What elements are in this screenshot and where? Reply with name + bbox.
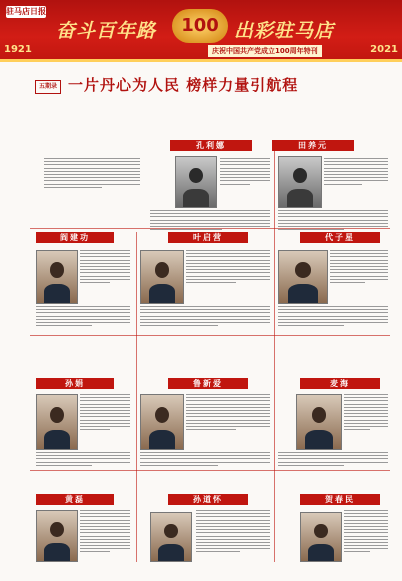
profile-name: 叶启营 <box>168 232 248 243</box>
profile-text <box>278 452 388 468</box>
text-line <box>186 269 270 270</box>
special-issue-subtitle: 庆祝中国共产党成立100周年特刊 <box>208 45 322 57</box>
text-line <box>278 216 388 217</box>
text-line <box>278 210 388 211</box>
slogan-left: 奋斗百年路 <box>56 20 157 42</box>
text-line <box>330 250 388 251</box>
text-line <box>330 256 388 257</box>
text-line <box>344 416 388 417</box>
text-line <box>80 263 130 264</box>
text-line <box>220 158 270 159</box>
text-line <box>330 253 388 254</box>
text-line <box>140 309 270 310</box>
text-line <box>344 407 388 408</box>
text-line <box>36 465 92 466</box>
profile-photo <box>140 394 184 450</box>
text-line <box>186 266 270 267</box>
text-line <box>220 184 250 185</box>
text-line <box>80 529 130 530</box>
text-line <box>150 213 270 214</box>
text-line <box>220 174 270 175</box>
text-line <box>150 226 270 227</box>
profile-photo <box>278 250 328 304</box>
text-line <box>278 455 388 456</box>
text-line <box>186 279 270 280</box>
profile-photo <box>36 394 78 450</box>
text-line <box>344 516 388 517</box>
text-line <box>80 420 130 421</box>
text-line <box>330 260 388 261</box>
text-line <box>36 455 130 456</box>
text-line <box>344 529 388 530</box>
text-line <box>140 316 270 317</box>
profile-text <box>196 510 270 555</box>
text-line <box>44 174 140 175</box>
text-line <box>344 510 388 511</box>
text-line <box>186 272 270 273</box>
profile-photo <box>36 250 78 304</box>
text-line <box>330 263 388 264</box>
profile-text <box>140 452 270 468</box>
headline: 一片丹心为人民 榜样力量引航程 <box>68 76 299 94</box>
text-line <box>186 260 270 261</box>
profile-name: 孔利娜 <box>170 140 252 151</box>
text-line <box>278 462 388 463</box>
text-line <box>344 520 388 521</box>
text-line <box>186 250 270 251</box>
text-line <box>36 306 130 307</box>
text-line <box>330 279 388 280</box>
text-line <box>186 407 270 408</box>
text-line <box>80 282 110 283</box>
profile-name: 孙娟 <box>36 378 114 389</box>
text-line <box>278 309 388 310</box>
text-line <box>324 174 388 175</box>
section-divider <box>30 335 390 336</box>
profile-name: 鲁新爱 <box>168 378 248 389</box>
text-line <box>344 410 388 411</box>
text-line <box>80 276 130 277</box>
text-line <box>140 455 270 456</box>
intro-text <box>44 158 140 190</box>
text-line <box>196 526 270 527</box>
text-line <box>186 404 270 405</box>
text-line <box>36 316 130 317</box>
text-line <box>44 184 140 185</box>
text-line <box>196 551 240 552</box>
section-divider <box>30 228 390 229</box>
text-line <box>80 523 130 524</box>
text-line <box>324 158 388 159</box>
text-line <box>196 516 270 517</box>
profile-text <box>140 306 270 328</box>
text-line <box>186 413 270 414</box>
text-line <box>278 316 388 317</box>
text-line <box>140 319 270 320</box>
text-line <box>80 548 130 549</box>
text-line <box>330 276 388 277</box>
text-line <box>44 164 140 165</box>
text-line <box>80 516 130 517</box>
text-line <box>220 168 270 169</box>
text-line <box>44 177 140 178</box>
text-line <box>344 542 388 543</box>
text-line <box>186 429 236 430</box>
text-line <box>140 306 270 307</box>
text-line <box>80 397 130 398</box>
text-line <box>344 400 388 401</box>
year-end: 2021 <box>370 44 398 55</box>
text-line <box>44 168 140 169</box>
centenary-emblem: 100 <box>172 9 228 43</box>
text-line <box>186 416 270 417</box>
text-line <box>140 465 218 466</box>
text-line <box>186 400 270 401</box>
text-line <box>80 404 130 405</box>
text-line <box>36 458 130 459</box>
text-line <box>344 548 388 549</box>
text-line <box>278 322 388 323</box>
profile-text <box>220 158 270 187</box>
text-line <box>186 420 270 421</box>
text-line <box>80 416 130 417</box>
profile-text <box>344 510 388 555</box>
profile-text <box>36 306 130 328</box>
text-line <box>344 539 388 540</box>
text-line <box>150 229 222 230</box>
text-line <box>186 253 270 254</box>
profile-text <box>324 158 388 187</box>
masthead-banner <box>0 0 402 62</box>
text-line <box>220 180 270 181</box>
profile-text <box>80 394 130 432</box>
text-line <box>140 462 270 463</box>
profile-text <box>278 306 388 328</box>
text-line <box>344 513 388 514</box>
text-line <box>278 312 388 313</box>
text-line <box>220 164 270 165</box>
profile-photo <box>175 156 217 208</box>
text-line <box>186 256 270 257</box>
text-line <box>80 250 130 251</box>
profile-name: 黄磊 <box>36 494 114 505</box>
profile-photo <box>140 250 184 304</box>
text-line <box>324 177 388 178</box>
text-line <box>324 184 362 185</box>
text-line <box>330 282 365 283</box>
text-line <box>80 272 130 273</box>
text-line <box>324 164 388 165</box>
profile-text <box>186 250 270 285</box>
text-line <box>278 306 388 307</box>
text-line <box>196 548 270 549</box>
text-line <box>278 465 344 466</box>
text-line <box>44 187 102 188</box>
text-line <box>196 513 270 514</box>
text-line <box>278 226 388 227</box>
text-line <box>44 180 140 181</box>
text-line <box>186 426 270 427</box>
text-line <box>186 263 270 264</box>
text-line <box>44 161 140 162</box>
text-line <box>36 312 130 313</box>
text-line <box>186 394 270 395</box>
text-line <box>324 161 388 162</box>
text-line <box>186 282 236 283</box>
text-line <box>196 529 270 530</box>
text-line <box>344 426 388 427</box>
text-line <box>80 266 130 267</box>
text-line <box>140 452 270 453</box>
text-line <box>220 161 270 162</box>
text-line <box>80 510 130 511</box>
text-line <box>186 423 270 424</box>
text-line <box>196 520 270 521</box>
text-line <box>80 260 130 261</box>
profile-photo <box>278 156 322 208</box>
text-line <box>80 413 130 414</box>
text-line <box>80 407 130 408</box>
profile-name: 贺春民 <box>300 494 380 505</box>
text-line <box>186 397 270 398</box>
text-line <box>196 545 270 546</box>
text-line <box>330 266 388 267</box>
text-line <box>80 253 130 254</box>
text-line <box>80 279 130 280</box>
text-line <box>80 539 130 540</box>
banner-stripe <box>0 59 402 62</box>
text-line <box>196 532 270 533</box>
text-line <box>278 458 388 459</box>
text-line <box>36 319 130 320</box>
profile-photo <box>296 394 342 450</box>
text-line <box>278 452 388 453</box>
text-line <box>36 325 92 326</box>
column-divider <box>136 232 137 562</box>
text-line <box>344 523 388 524</box>
text-line <box>80 536 130 537</box>
text-line <box>344 397 388 398</box>
column-divider <box>274 140 275 562</box>
profile-text <box>344 394 388 432</box>
text-line <box>186 410 270 411</box>
text-line <box>80 520 130 521</box>
text-line <box>196 523 270 524</box>
text-line <box>80 423 130 424</box>
profile-name: 麦海 <box>300 378 380 389</box>
profile-photo <box>36 510 78 562</box>
text-line <box>36 452 130 453</box>
text-line <box>278 229 344 230</box>
text-line <box>344 429 370 430</box>
profile-text <box>36 452 130 468</box>
text-line <box>344 404 388 405</box>
text-line <box>44 171 140 172</box>
text-line <box>80 410 130 411</box>
text-line <box>196 536 270 537</box>
profile-name: 田养元 <box>272 140 354 151</box>
text-line <box>140 325 218 326</box>
text-line <box>150 210 270 211</box>
text-line <box>80 429 110 430</box>
text-line <box>344 545 388 546</box>
text-line <box>196 510 270 511</box>
text-line <box>80 551 110 552</box>
profile-name: 代子星 <box>300 232 380 243</box>
text-line <box>80 526 130 527</box>
profile-text <box>80 250 130 285</box>
text-line <box>80 532 130 533</box>
text-line <box>140 458 270 459</box>
profile-name: 阎建功 <box>36 232 114 243</box>
profile-text <box>330 250 388 285</box>
text-line <box>150 223 270 224</box>
paper-name: 驻马店日报 <box>6 7 46 16</box>
text-line <box>36 309 130 310</box>
text-line <box>80 542 130 543</box>
text-line <box>220 171 270 172</box>
text-line <box>196 539 270 540</box>
section-divider <box>30 470 390 471</box>
text-line <box>220 177 270 178</box>
text-line <box>344 413 388 414</box>
text-line <box>80 269 130 270</box>
section-tag: 五期录 <box>35 80 61 94</box>
text-line <box>44 158 140 159</box>
text-line <box>344 536 388 537</box>
text-line <box>140 312 270 313</box>
text-line <box>344 532 388 533</box>
text-line <box>36 322 130 323</box>
text-line <box>186 276 270 277</box>
text-line <box>324 171 388 172</box>
profile-text <box>80 510 130 555</box>
text-line <box>278 325 344 326</box>
text-line <box>278 319 388 320</box>
text-line <box>278 213 388 214</box>
text-line <box>344 394 388 395</box>
profile-text <box>186 394 270 432</box>
text-line <box>196 542 270 543</box>
text-line <box>150 216 270 217</box>
text-line <box>324 168 388 169</box>
text-line <box>80 394 130 395</box>
text-line <box>150 220 270 221</box>
text-line <box>36 462 130 463</box>
text-line <box>80 545 130 546</box>
profile-name: 孙道怀 <box>168 494 248 505</box>
text-line <box>324 180 388 181</box>
text-line <box>80 513 130 514</box>
text-line <box>330 269 388 270</box>
profile-photo <box>150 512 192 562</box>
text-line <box>278 223 388 224</box>
year-start: 1921 <box>4 44 32 55</box>
text-line <box>344 423 388 424</box>
text-line <box>344 526 388 527</box>
text-line <box>330 272 388 273</box>
profile-photo <box>300 512 342 562</box>
text-line <box>344 420 388 421</box>
text-line <box>80 400 130 401</box>
text-line <box>344 551 370 552</box>
text-line <box>140 322 270 323</box>
text-line <box>80 256 130 257</box>
slogan-right: 出彩驻马店 <box>234 20 335 42</box>
text-line <box>80 426 130 427</box>
text-line <box>278 220 388 221</box>
